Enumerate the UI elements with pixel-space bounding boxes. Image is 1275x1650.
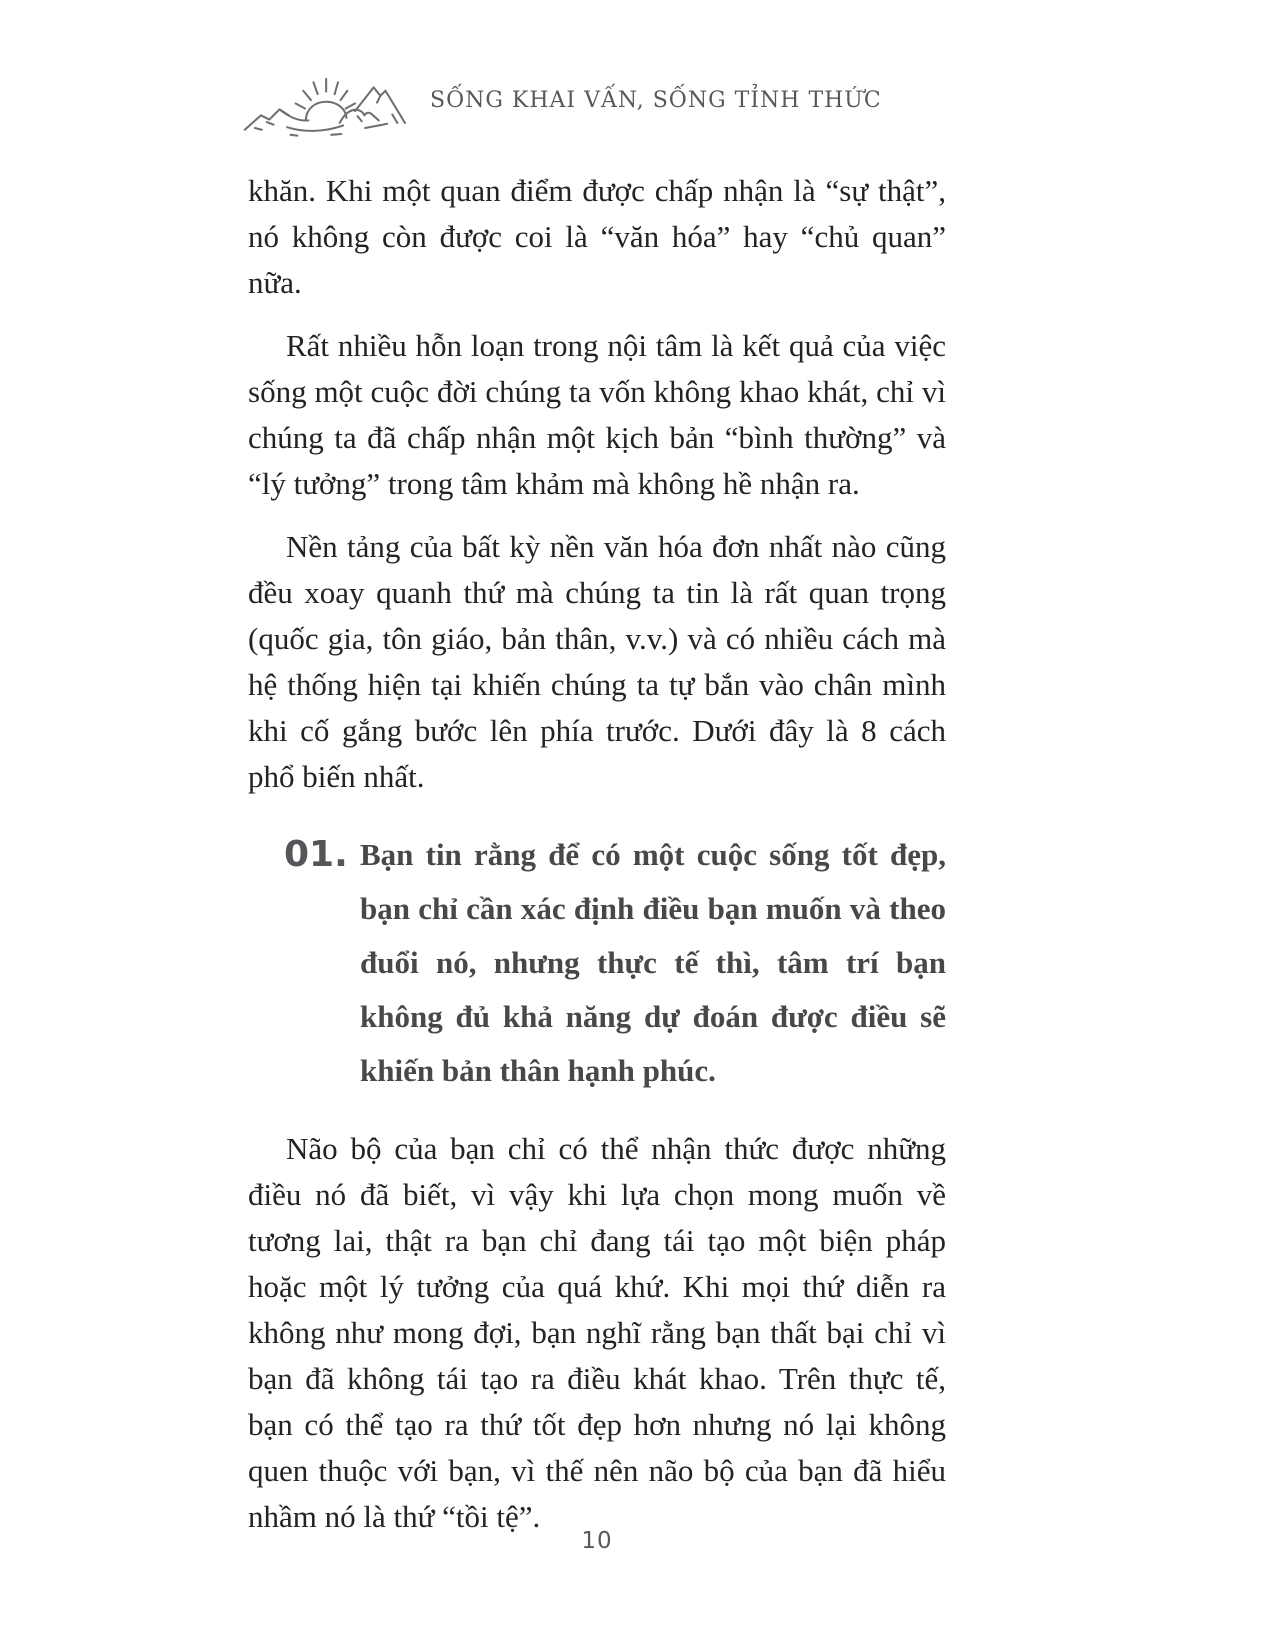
mountain-sunrise-icon bbox=[238, 62, 416, 150]
numbered-point bbox=[248, 828, 946, 1098]
paragraph: Rất nhiều hỗn loạn trong nội tâm là kết quả của việc sống một cuộc đời chúng ta vốn không khao khát, chỉ vì chúng ta đã chấp nhận một kịch bản “bình thường” và “lý tưởng” trong tâm khảm mà không hề nhận ra. bbox=[248, 328, 946, 501]
point-title: Bạn tin rằng để có một cuộc sống tốt đẹp, bạn chỉ cần xác định điều bạn muốn và theo đuổi nó, nhưng thực tế thì, tâm trí bạn không đủ khả năng dự đoán được điều sẽ khiến bản thân hạnh phúc. bbox=[360, 837, 946, 1088]
point-number: 01. bbox=[284, 834, 348, 875]
paragraph: Não bộ của bạn chỉ có thể nhận thức được những điều nó đã biết, vì vậy khi lựa chọn mong muốn về tương lai, thật ra bạn chỉ đang tái tạo một biện pháp hoặc một lý tưởng của quá khứ. Khi mọi thứ diễn ra không như mong đợi, bạn nghĩ rằng bạn thất bại chỉ vì bạn đã không tái tạo ra điều khát khao. Trên thực tế, bạn có thể tạo ra thứ tốt đẹp hơn nhưng nó lại không quen thuộc với bạn, vì thế nên não bộ của bạn đã hiểu nhầm nó là thứ “tồi tệ”. bbox=[248, 1131, 946, 1534]
page-body bbox=[248, 168, 946, 1557]
running-head-title: SỐNG KHAI VẤN, SỐNG TỈNH THỨC bbox=[430, 87, 882, 113]
page-header bbox=[238, 58, 948, 154]
paragraph: Nền tảng của bất kỳ nền văn hóa đơn nhất nào cũng đều xoay quanh thứ mà chúng ta tin là rất quan trọng (quốc gia, tôn giáo, bản thân, v.v.) và có nhiều cách mà hệ thống hiện tại khiến chúng ta tự bắn vào chân mình khi cố gắng bước lên phía trước. Dưới đây là 8 cách phổ biến nhất. bbox=[248, 529, 946, 794]
paragraph-continuation: khăn. Khi một quan điểm được chấp nhận là “sự thật”, nó không còn được coi là “văn hóa” hay “chủ quan” nữa. bbox=[248, 173, 946, 300]
page-number: 10 bbox=[581, 1528, 613, 1554]
page-footer bbox=[248, 1528, 946, 1554]
